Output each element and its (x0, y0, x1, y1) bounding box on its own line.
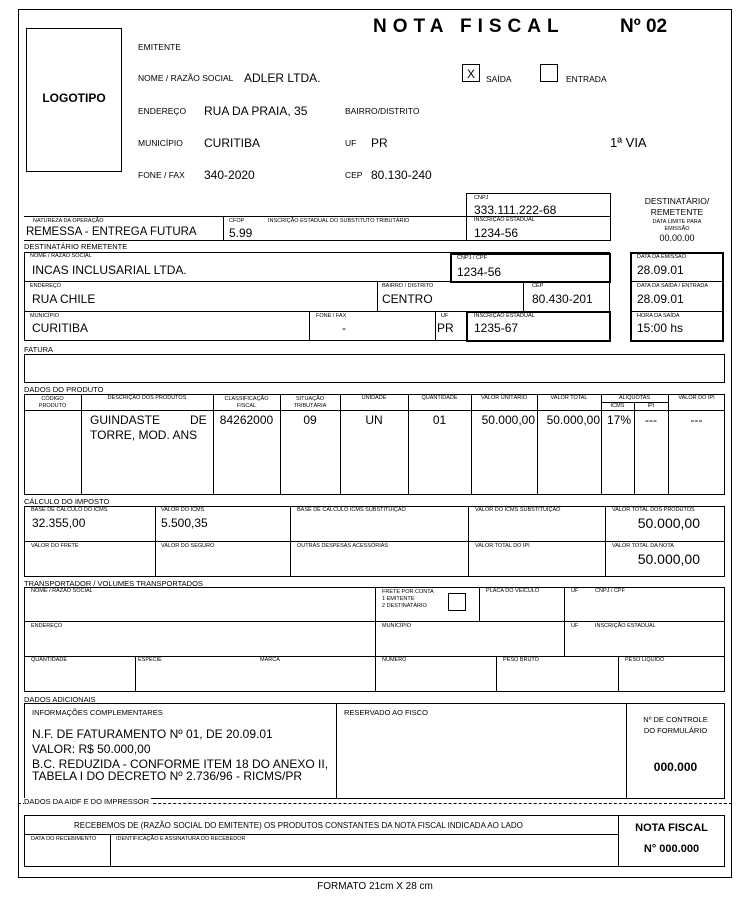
saida-date-label: DATA DA SAÍDA / ENTRADA (637, 283, 709, 289)
dest-cep: 80.430-201 (532, 292, 593, 306)
transp-ie-label: INSCRIÇÃO ESTADUAL (595, 623, 656, 629)
emissao-label: DATA DA EMISSÃO (637, 254, 687, 260)
emitente-city: CURITIBA (204, 136, 261, 150)
col-icms: ICMS (610, 403, 625, 409)
valor-icms-label: VALOR DO ICMS (161, 507, 205, 513)
dest-district-label: BAIRRO / DISTRITO (382, 283, 434, 289)
valor-icms: 5.500,35 (161, 516, 208, 530)
emitente-uf-label: UF (345, 138, 357, 148)
peso-bruto-label: PESO BRUTO (503, 657, 539, 663)
dest-address: RUA CHILE (32, 292, 96, 306)
emitente-cnpj-label: CNPJ (474, 195, 489, 201)
total-nota: 50.000,00 (637, 551, 700, 567)
base-subst-label: BASE DE CÁLCULO ICMS SUBSTITUIÇÃO (297, 507, 406, 513)
dest-rem-label: DESTINATÁRIO/ REMETENTE (644, 196, 710, 217)
produto-section-title: DADOS DO PRODUTO (24, 385, 104, 394)
emitente-address: RUA DA PRAIA, 35 (204, 104, 308, 118)
total-produtos: 50.000,00 (637, 515, 700, 531)
product-valor-unitario: 50.000,00 (481, 413, 535, 427)
valor-subst-label: VALOR DO ICMS SUBSTITUIÇÃO (475, 507, 561, 513)
emitente-district-label: BAIRRO/DISTRITO (345, 106, 420, 116)
dest-city-label: MUNICÍPIO (30, 313, 60, 319)
product-desc-word1: GUINDASTE (90, 413, 161, 427)
dest-ie: 1235-67 (474, 321, 519, 335)
emitente-address-label: ENDEREÇO (138, 106, 187, 116)
emitente-name-label: NOME / RAZÃO SOCIAL (138, 73, 234, 83)
emitente-label: EMITENTE (138, 42, 181, 52)
transp-uf-label: UF (571, 588, 579, 594)
col-quantidade: QUANTIDADE (421, 395, 458, 401)
dest-cep-label: CEP (532, 283, 544, 289)
cfop-value: 5.99 (229, 226, 253, 240)
cfop-label: CFOP (229, 218, 245, 224)
emitente-name: ADLER LTDA. (244, 71, 321, 85)
col-ipi: IPI (647, 403, 655, 409)
controle-label: Nº DE CONTROLE DO FORMULÁRIO (643, 715, 708, 735)
emitente-cep-label: CEP (345, 170, 363, 180)
logo-placeholder: LOGOTIPO (42, 91, 106, 105)
canhoto-nf-label: NOTA FISCAL (635, 822, 708, 834)
dest-ie-label: INSCRIÇÃO ESTADUAL (474, 313, 535, 319)
data-limite-label: DATA LIMITE PARA EMISSÃO (652, 219, 702, 232)
numero-label: NÚMERO (382, 657, 407, 663)
saida-date: 28.09.01 (637, 292, 684, 306)
frete-label: VALOR DO FRETE (31, 543, 79, 549)
via-label: 1ª VIA (610, 135, 647, 150)
emitente-cep: 80.130-240 (371, 168, 432, 182)
placa-label: PLACA DO VEÍCULO (486, 588, 540, 594)
data-recebimento-label: DATA DO RECEBIMENTO (31, 836, 97, 842)
col-situacao: SITUAÇÃO TRIBUTÁRIA (293, 396, 327, 409)
info-line-2: VALOR: R$ 50.000,00 (32, 742, 151, 756)
col-descricao: DESCRIÇÃO DOS PRODUTOS (107, 395, 187, 401)
hora-saida-label: HORA DA SAÍDA (637, 313, 680, 319)
col-codigo: CÓDIGO PRODUTO (38, 396, 67, 409)
product-desc-word2: DE (190, 413, 207, 427)
reservado-fisco-label: RESERVADO AO FISCO (344, 708, 428, 717)
transp-city-label: MUNICÍPIO (382, 623, 412, 629)
entrada-label: ENTRADA (566, 74, 607, 84)
saida-mark: X (467, 67, 476, 81)
hora-saida: 15:00 hs (637, 321, 684, 335)
product-valor-total: 50.000,00 (546, 413, 600, 427)
entrada-checkbox[interactable] (540, 64, 558, 82)
emitente-phone-label: FONE / FAX (138, 170, 185, 180)
col-valor-unitario: VALOR UNITÁRIO (480, 395, 528, 401)
emitente-city-label: MUNICÍPIO (138, 138, 183, 148)
total-produtos-label: VALOR TOTAL DOS PRODUTOS (612, 507, 695, 513)
transportador-section-title: TRANSPORTADOR / VOLUMES TRANSPORTADOS (24, 579, 203, 588)
canhoto-nf-number: N° 000.000 (643, 843, 700, 855)
product-valor-ipi: --- (690, 413, 703, 427)
product-classificacao: 84262000 (219, 413, 274, 427)
dest-phone-label: FONE / FAX (316, 313, 347, 319)
transp-uf2-label: UF (571, 623, 579, 629)
recebemos-text: RECEBEMOS DE (RAZÃO SOCIAL DO EMITENTE) OS PRODUTOS CONSTANTES DA NOTA FISCAL INDICADA AO LADO (74, 821, 523, 830)
info-line-1: N.F. DE FATURAMENTO Nº 01, DE 20.09.01 (32, 727, 273, 741)
emitente-ie-label: INSCRIÇÃO ESTADUAL (474, 217, 535, 223)
emitente-cnpj: 333.111.222-68 (474, 203, 557, 217)
saida-label: SAÍDA (486, 74, 512, 84)
dest-name-label: NOME / RAZÃO SOCIAL (30, 253, 92, 259)
dest-uf-label: UF (441, 313, 449, 319)
col-valor-total: VALOR TOTAL (550, 395, 588, 401)
dest-cnpj-label: CNPJ / CPF (457, 255, 487, 261)
page-title: NOTA FISCAL (373, 16, 565, 37)
adicionais-section-title: DADOS ADICIONAIS (24, 695, 96, 704)
dest-city: CURITIBA (32, 321, 89, 335)
emitente-uf: PR (371, 136, 388, 150)
marca-label: MARCA (260, 657, 280, 663)
fatura-label: FATURA (24, 345, 54, 354)
transp-name-label: NOME / RAZÃO SOCIAL (31, 588, 93, 594)
fatura-box (24, 354, 725, 383)
emitente-phone: 340-2020 (204, 168, 255, 182)
outras-despesas-label: OUTRAS DESPESAS ACESSÓRIAS (297, 543, 389, 549)
product-ipi: --- (645, 413, 657, 427)
total-nota-label: VALOR TOTAL DA NOTA (612, 543, 674, 549)
dest-phone: - (342, 321, 346, 335)
dest-address-label: ENDEREÇO (30, 283, 62, 289)
controle-number: 000.000 (653, 760, 698, 774)
total-ipi-label: VALOR TOTAL DO IPI (475, 543, 530, 549)
frete-checkbox[interactable] (448, 593, 466, 611)
col-unidade: UNIDADE (361, 395, 387, 401)
info-line-3: B.C. REDUZIDA - CONFORME ITEM 18 DO ANEXO II, (32, 757, 329, 771)
col-classificacao: CLASSIFICAÇÃO FISCAL (224, 396, 269, 409)
emitente-ie: 1234-56 (474, 226, 519, 240)
especie-label: ESPÉCIE (138, 657, 162, 663)
natureza-value: REMESSA - ENTREGA FUTURA (26, 226, 197, 238)
seguro-label: VALOR DO SEGURO (161, 543, 215, 549)
peso-liquido-label: PESO LÍQUIDO (625, 657, 665, 663)
info-line-4: TABELA I DO DECRETO Nº 2.736/96 - RICMS/PR (32, 769, 303, 783)
frete-por-conta-label: FRETE POR CONTA 1 EMITENTE 2 DESTINATÁRIO (382, 589, 434, 609)
product-quantidade: 01 (432, 413, 447, 427)
quantidade-label: QUANTIDADE (31, 657, 68, 663)
emissao-date: 28.09.01 (637, 263, 684, 277)
info-complementares-label: INFORMAÇÕES COMPLEMENTARES (32, 708, 163, 717)
natureza-label: NATUREZA DA OPERAÇÃO (33, 218, 104, 224)
dest-cnpj: 1234-56 (457, 265, 502, 279)
impressor-label: DADOS DA AIDF E DO IMPRESSOR (24, 797, 150, 806)
col-aliquotas: ALÍQUOTAS (618, 395, 651, 401)
base-icms-label: BASE DE CÁLCULO DO ICMS (31, 507, 108, 513)
ie-substituto-label: INSCRIÇÃO ESTADUAL DO SUBSTITUTO TRIBUTÁRIO (268, 218, 410, 224)
dest-uf: PR (437, 321, 454, 335)
product-unidade: UN (365, 413, 383, 427)
base-icms: 32.355,00 (32, 516, 86, 530)
col-valor-ipi: VALOR DO IPI (678, 395, 715, 401)
identificacao-label: IDENTIFICAÇÃO E ASSINATURA DO RECEBEDOR (116, 836, 246, 842)
dest-name: INCAS INCLUSARIAL LTDA. (32, 263, 187, 277)
dest-district: CENTRO (382, 292, 433, 306)
formato-label: FORMATO 21cm X 28 cm (317, 881, 433, 892)
invoice-number: Nº 02 (620, 16, 668, 37)
data-limite-value: 00.00.00 (659, 233, 695, 243)
product-situacao: 09 (303, 413, 317, 427)
product-desc-line2: TORRE, MOD. ANS (90, 428, 198, 442)
product-icms: 17% (606, 413, 632, 427)
transp-cnpj-label: CNPJ / CPF (595, 588, 625, 594)
destinatario-section-title: DESTINATÁRIO REMETENTE (24, 242, 128, 251)
imposto-section-title: CÁLCULO DO IMPOSTO (24, 497, 110, 506)
transp-address-label: ENDEREÇO (31, 623, 63, 629)
